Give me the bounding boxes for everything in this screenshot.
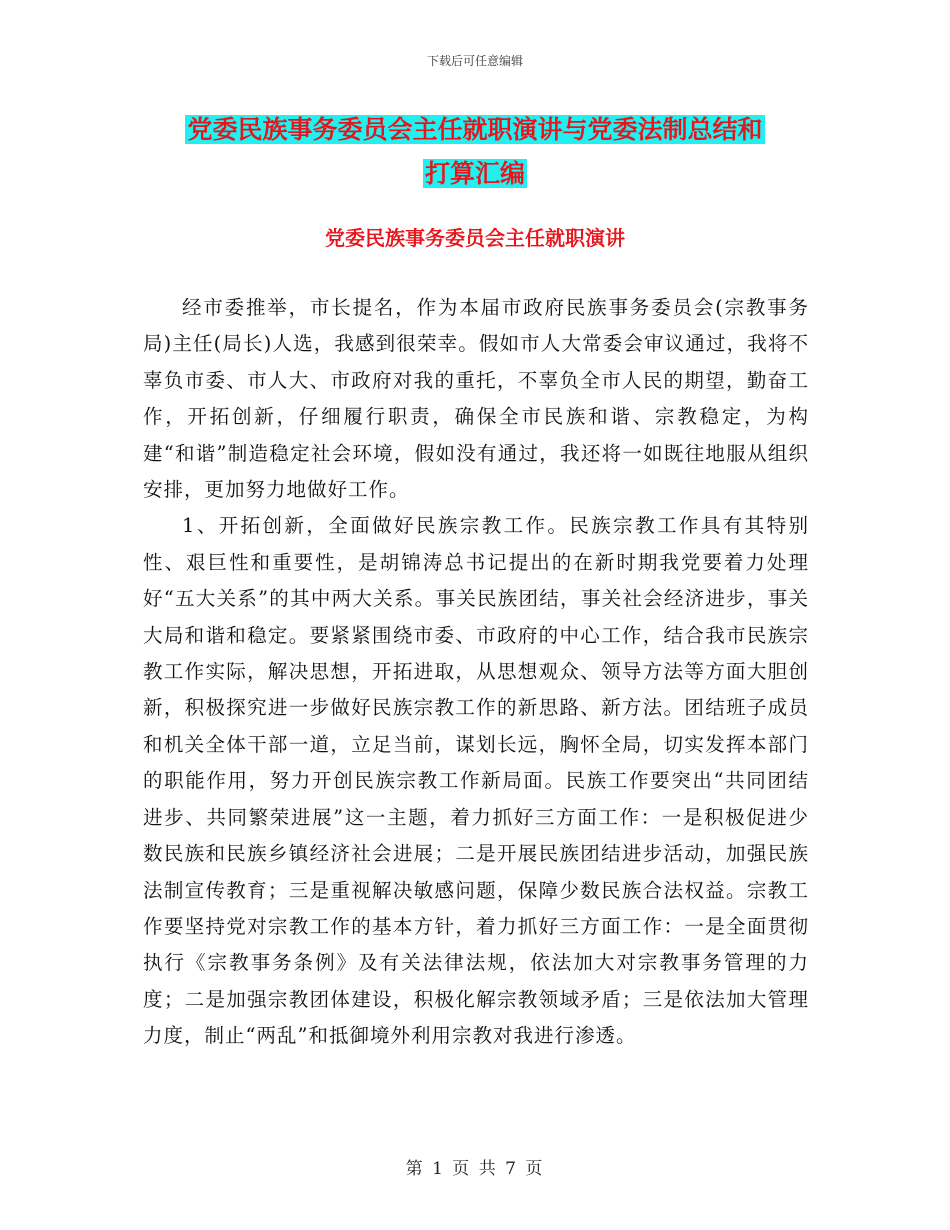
document-title	[0, 108, 950, 196]
page-number: 第 1 页 共 7 页	[405, 1159, 545, 1179]
header-note: 下载后可任意编辑	[426, 54, 523, 68]
document-title-line-2: 打算汇编	[424, 159, 525, 188]
paragraph: 1、开拓创新，全面做好民族宗教工作。民族宗教工作具有其特别性、艰巨性和重要性，是胡锦涛总书记提出的在新时期我党要着力处理好“五大关系”的其中两大关系。事关民族团结，事关社会经济进步，事关大局和谐和稳定。要紧紧围绕市委、市政府的中心工作，结合我市民族宗教工作实际，解决思想，开拓进取，从思想观众、领导方法等方面大胆创新，积极探究进一步做好民族宗教工作的新思路、新方法。团结班子成员和机关全体干部一道，立足当前，谋划长远，胸怀全局，切实发挥本部门的职能作用，努力开创民族宗教工作新局面。民族工作要突出“共同团结进步、共同繁荣进展”这一主题，着力抓好三方面工作：一是积极促进少数民族和民族乡镇经济社会进展；二是开展民族团结进步活动，加强民族法制宣传教育；三是重视解决敏感问题，保障少数民族合法权益。宗教工作要坚持党对宗教工作的基本方针，着力抓好三方面工作：一是全面贯彻执行《宗教事务条例》及有关法律法规，依法加大对宗教事务管理的力度；二是加强宗教团体建设，积极化解宗教领域矛盾；三是依法加大管理力度，制止“两乱”和抵御境外利用宗教对我进行渗透。	[143, 514, 809, 1048]
document-title-line-1: 党委民族事务委员会主任就职演讲与党委法制总结和	[187, 115, 763, 144]
body-text	[143, 290, 809, 1055]
section-title: 党委民族事务委员会主任就职演讲	[325, 226, 625, 250]
paragraph: 经市委推举，市长提名，作为本届市政府民族事务委员会(宗教事务局)主任(局长)人选，我感到很荣幸。假如市人大常委会审议通过，我将不辜负市委、市人大、市政府对我的重托，不辜负全市人民的期望，勤奋工作，开拓创新，仔细履行职责，确保全市民族和谐、宗教稳定，为构建“和谐”制造稳定社会环境，假如没有通过，我还将一如既往地服从组织安排，更加努力地做好工作。	[143, 296, 809, 502]
